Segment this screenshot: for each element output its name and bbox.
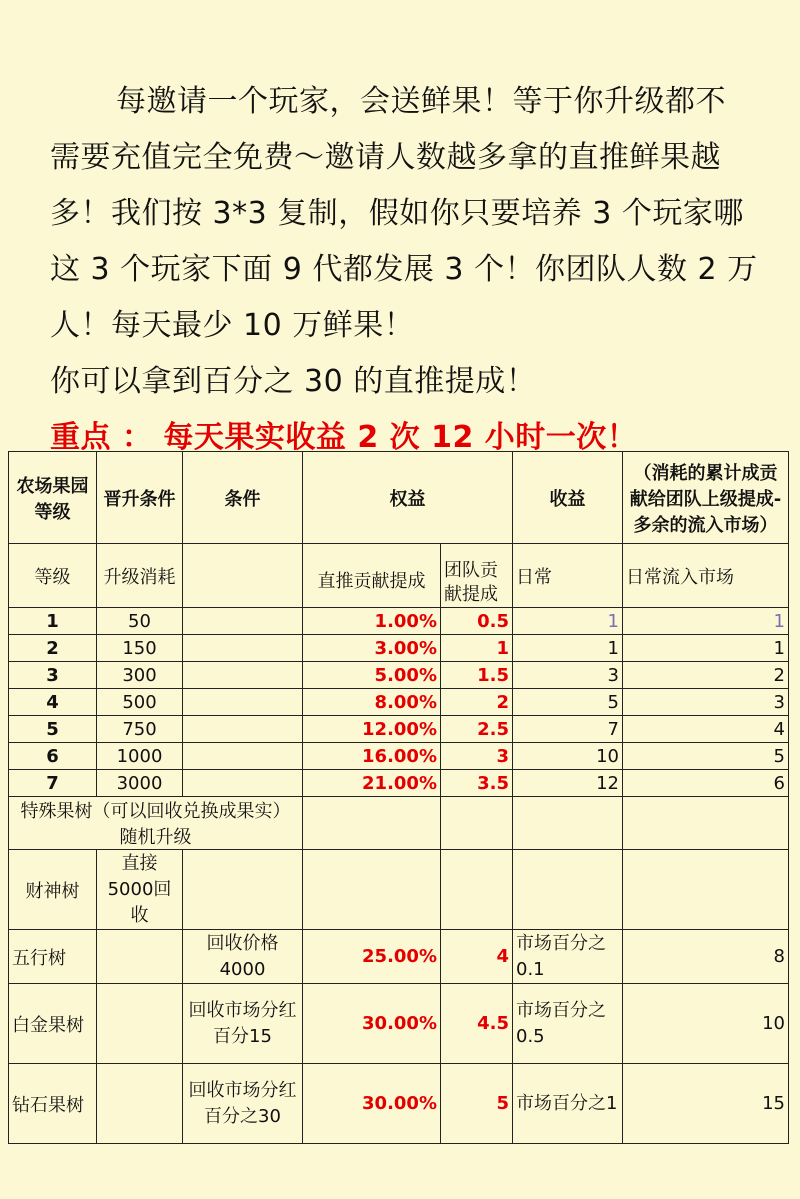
- tree-market: 15: [623, 1064, 789, 1144]
- intro-line-5: 人！每天最少 10 万鲜果！: [50, 308, 415, 343]
- tree-daily: 市场百分之0.1: [513, 930, 623, 984]
- row-market: 1: [623, 608, 789, 635]
- tree-name: 五行树: [9, 930, 97, 984]
- tree-promotion: [97, 984, 183, 1064]
- row-market: 2: [623, 662, 789, 689]
- table-row: [9, 608, 789, 635]
- row-daily: 10: [513, 743, 623, 770]
- subheader-level: 等级: [9, 544, 97, 608]
- row-direct: 3.00%: [303, 635, 441, 662]
- tree-row: [9, 930, 789, 984]
- header-rights: 权益: [303, 452, 513, 544]
- row-direct: 8.00%: [303, 689, 441, 716]
- row-cost: 300: [97, 662, 183, 689]
- row-daily: 1: [513, 608, 623, 635]
- table-subheader-row: [9, 544, 789, 608]
- tree-condition: 回收价格4000: [183, 930, 303, 984]
- intro-line-1: 每邀请一个玩家，会送鲜果！等于你升级都不: [116, 84, 726, 119]
- tree-name: 白金果树: [9, 984, 97, 1064]
- row-level: 1: [9, 608, 97, 635]
- row-cost: 150: [97, 635, 183, 662]
- table-row: [9, 689, 789, 716]
- tree-market: 8: [623, 930, 789, 984]
- special-trees-row: [9, 797, 789, 850]
- table-row: [9, 743, 789, 770]
- row-team: 2.5: [441, 716, 513, 743]
- tree-promotion: [97, 1064, 183, 1144]
- row-cost: 750: [97, 716, 183, 743]
- row-level: 4: [9, 689, 97, 716]
- row-daily: 12: [513, 770, 623, 797]
- row-condition: [183, 608, 303, 635]
- tree-promotion: [97, 930, 183, 984]
- row-cost: 3000: [97, 770, 183, 797]
- tree-market: [623, 850, 789, 930]
- intro-line-6: 你可以拿到百分之 30 的直推提成！: [50, 364, 537, 399]
- row-direct: 21.00%: [303, 770, 441, 797]
- row-team: 3: [441, 743, 513, 770]
- header-promotion: 晋升条件: [97, 452, 183, 544]
- row-team: 0.5: [441, 608, 513, 635]
- intro-line-4: 这 3 个玩家下面 9 代都发展 3 个！你团队人数 2 万: [50, 252, 758, 287]
- tree-team: 5: [441, 1064, 513, 1144]
- row-market: 4: [623, 716, 789, 743]
- tree-promotion: 直接5000回收: [97, 850, 183, 930]
- tree-direct: 30.00%: [303, 984, 441, 1064]
- intro-highlight: 重点 ： 每天果实收益 2 次 12 小时一次！: [50, 420, 638, 455]
- row-level: 5: [9, 716, 97, 743]
- subheader-team: 团队贡献提成: [441, 544, 513, 608]
- tree-direct: 25.00%: [303, 930, 441, 984]
- special-empty-cell: [441, 797, 513, 850]
- tree-name: 钻石果树: [9, 1064, 97, 1144]
- tree-team: 4: [441, 930, 513, 984]
- tree-market: 10: [623, 984, 789, 1064]
- row-condition: [183, 716, 303, 743]
- row-daily: 1: [513, 635, 623, 662]
- subheader-daily: 日常: [513, 544, 623, 608]
- table-row: [9, 716, 789, 743]
- row-condition: [183, 770, 303, 797]
- tree-row: [9, 984, 789, 1064]
- tree-condition: 回收市场分红百分15: [183, 984, 303, 1064]
- special-empty-cell: [303, 797, 441, 850]
- tree-row: [9, 1064, 789, 1144]
- table-row: [9, 635, 789, 662]
- row-level: 7: [9, 770, 97, 797]
- row-team: 3.5: [441, 770, 513, 797]
- row-level: 6: [9, 743, 97, 770]
- row-direct: 1.00%: [303, 608, 441, 635]
- table-header-row: [9, 452, 789, 544]
- tree-daily: 市场百分之1: [513, 1064, 623, 1144]
- intro-text: [50, 74, 770, 466]
- row-cost: 1000: [97, 743, 183, 770]
- special-empty-cell: [623, 797, 789, 850]
- header-consume: （消耗的累计成贡献给团队上级提成-多余的流入市场）: [623, 452, 789, 544]
- row-team: 1: [441, 635, 513, 662]
- row-market: 3: [623, 689, 789, 716]
- row-condition: [183, 689, 303, 716]
- tree-condition: [183, 850, 303, 930]
- row-daily: 7: [513, 716, 623, 743]
- tree-team: 4.5: [441, 984, 513, 1064]
- row-direct: 16.00%: [303, 743, 441, 770]
- special-trees-label: 特殊果树（可以回收兑换成果实）随机升级: [9, 797, 303, 850]
- row-market: 5: [623, 743, 789, 770]
- row-cost: 50: [97, 608, 183, 635]
- subheader-empty: [183, 544, 303, 608]
- header-condition: 条件: [183, 452, 303, 544]
- row-condition: [183, 635, 303, 662]
- table-row: [9, 770, 789, 797]
- row-team: 2: [441, 689, 513, 716]
- tree-direct: 30.00%: [303, 1064, 441, 1144]
- row-daily: 5: [513, 689, 623, 716]
- tree-name: 财神树: [9, 850, 97, 930]
- tree-condition: 回收市场分红百分之30: [183, 1064, 303, 1144]
- row-market: 6: [623, 770, 789, 797]
- row-level: 2: [9, 635, 97, 662]
- row-condition: [183, 662, 303, 689]
- subheader-cost: 升级消耗: [97, 544, 183, 608]
- tree-team: [441, 850, 513, 930]
- row-daily: 3: [513, 662, 623, 689]
- tree-daily: 市场百分之0.5: [513, 984, 623, 1064]
- row-direct: 5.00%: [303, 662, 441, 689]
- special-empty-cell: [513, 797, 623, 850]
- row-market: 1: [623, 635, 789, 662]
- subheader-market: 日常流入市场: [623, 544, 789, 608]
- tree-row: [9, 850, 789, 930]
- tree-daily: [513, 850, 623, 930]
- intro-line-3: 多！我们按 3*3 复制，假如你只要培养 3 个玩家哪: [50, 196, 744, 231]
- subheader-direct: 直推贡献提成: [303, 544, 441, 608]
- row-team: 1.5: [441, 662, 513, 689]
- table-row: [9, 662, 789, 689]
- header-income: 收益: [513, 452, 623, 544]
- intro-line-2: 需要充值完全免费～邀请人数越多拿的直推鲜果越: [50, 140, 721, 175]
- level-table: [8, 451, 789, 1144]
- row-level: 3: [9, 662, 97, 689]
- row-direct: 12.00%: [303, 716, 441, 743]
- tree-direct: [303, 850, 441, 930]
- row-cost: 500: [97, 689, 183, 716]
- header-level: 农场果园等级: [9, 452, 97, 544]
- row-condition: [183, 743, 303, 770]
